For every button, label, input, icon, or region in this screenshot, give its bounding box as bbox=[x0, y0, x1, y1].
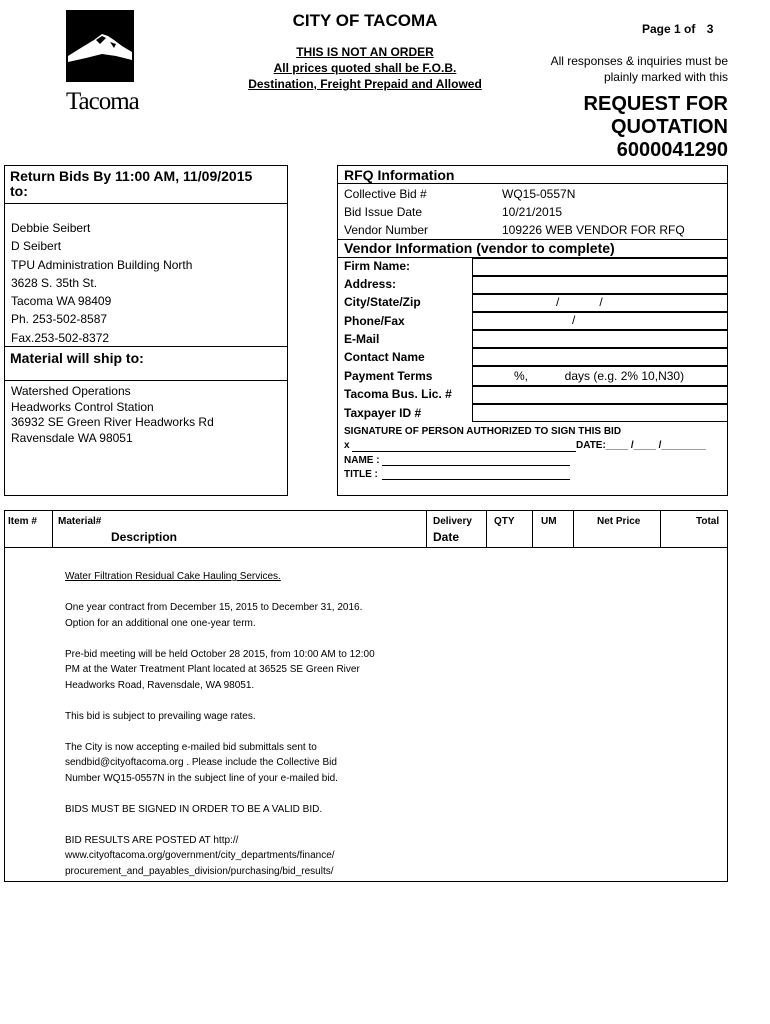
mountain-logo-icon bbox=[66, 10, 134, 82]
return-line: Fax.253-502-8372 bbox=[11, 330, 110, 345]
rfq-info-divider bbox=[337, 183, 728, 184]
description-line: BID RESULTS ARE POSTED AT http:// bbox=[65, 834, 239, 846]
description-line: Option for an additional one one-year term. bbox=[65, 617, 256, 629]
taxpayer-id-label: Taxpayer ID # bbox=[344, 406, 422, 420]
rfq-info-title: RFQ Information bbox=[344, 167, 455, 183]
description-paragraph bbox=[65, 709, 425, 725]
return-address bbox=[11, 219, 192, 347]
vendor-info-title: Vendor Information (vendor to complete) bbox=[344, 240, 615, 256]
fob-line-1: All prices quoted shall be F.O.B. bbox=[273, 61, 457, 75]
page-label: Page 1 of bbox=[642, 22, 696, 36]
city-logo bbox=[66, 10, 139, 115]
description-line: procurement_and_payables_division/purchasing/bid_results/ bbox=[65, 865, 334, 877]
rfq-title-1: REQUEST FOR bbox=[583, 93, 728, 115]
description-title: Water Filtration Residual Cake Hauling Services. bbox=[65, 571, 281, 582]
responses-line-1: All responses & inquiries must be bbox=[550, 54, 728, 68]
rfq-info-values bbox=[502, 185, 685, 240]
phone-fax-label: Phone/Fax bbox=[344, 314, 405, 328]
city-title: CITY OF TACOMA bbox=[292, 11, 438, 30]
ship-to-address bbox=[11, 384, 214, 446]
header-qty: QTY bbox=[494, 516, 515, 527]
description-line: sendbid@cityoftacoma.org . Please include the Collective Bid bbox=[65, 757, 337, 768]
description-paragraph bbox=[65, 833, 425, 880]
signature-title: SIGNATURE OF PERSON AUTHORIZED TO SIGN THIS BID bbox=[344, 426, 622, 437]
responses-line-2: plainly marked with this bbox=[603, 70, 728, 84]
logo-text: Tacoma bbox=[66, 88, 139, 115]
description-line: BIDS MUST BE SIGNED IN ORDER TO BE A VALID BID. bbox=[65, 803, 323, 815]
collective-bid-label: Collective Bid # bbox=[344, 187, 427, 201]
firm-name-label: Firm Name: bbox=[344, 259, 411, 273]
col-divider bbox=[532, 510, 533, 547]
ship-line: 36932 SE Green River Headworks Rd bbox=[11, 415, 214, 429]
col-divider bbox=[660, 510, 661, 547]
header-total: Total bbox=[696, 516, 720, 527]
return-line: TPU Administration Building North bbox=[11, 257, 193, 272]
phone-fax-field[interactable] bbox=[472, 312, 728, 330]
email-field[interactable] bbox=[472, 330, 728, 348]
fob-line-2: Destination, Freight Prepaid and Allowed bbox=[248, 77, 482, 91]
table-header-divider bbox=[4, 547, 728, 548]
page-indicator bbox=[642, 22, 713, 36]
return-line: Ph. 253-502-8587 bbox=[11, 312, 108, 327]
ship-to-title: Material will ship to: bbox=[10, 350, 144, 366]
address-label: Address: bbox=[344, 277, 397, 291]
email-label: E-Mail bbox=[344, 332, 380, 346]
description-paragraph bbox=[65, 740, 425, 787]
ship-line: Watershed Operations bbox=[11, 384, 131, 398]
signature-date[interactable]: DATE:____ /____ /________ bbox=[576, 440, 706, 451]
rfq-info-labels bbox=[344, 185, 428, 240]
bid-issue-date-value: 10/21/2015 bbox=[502, 205, 563, 220]
ship-to-divider bbox=[4, 380, 288, 381]
rfq-title-2: QUOTATION bbox=[610, 116, 728, 138]
city-state-zip-separators: / / bbox=[556, 295, 603, 309]
col-divider bbox=[426, 510, 427, 547]
description-line: The City is now accepting e-mailed bid submittals sent to bbox=[65, 741, 317, 753]
return-bids-title-1: Return Bids By 11:00 AM, 11/09/2015 bbox=[10, 168, 253, 184]
description-paragraph bbox=[65, 647, 425, 694]
collective-bid-value: WQ15-0557N bbox=[502, 187, 576, 201]
description-line: Pre-bid meeting will be held October 28 2015, from 10:00 AM to 12:00 bbox=[65, 648, 375, 660]
col-divider bbox=[573, 510, 574, 547]
firm-name-field[interactable] bbox=[472, 258, 728, 276]
not-order-notice: THIS IS NOT AN ORDER bbox=[296, 45, 434, 59]
return-bids-divider bbox=[4, 203, 288, 204]
ship-to-top-divider bbox=[4, 346, 288, 347]
header-material: Material# bbox=[58, 516, 102, 527]
contact-name-label: Contact Name bbox=[344, 350, 425, 364]
description-line: www.cityoftacoma.org/government/city_departments/finance/ bbox=[65, 850, 335, 861]
title-line[interactable] bbox=[382, 479, 570, 480]
header-date: Date bbox=[433, 530, 460, 544]
payment-terms-hint: %, days (e.g. 2% 10,N30) bbox=[514, 369, 685, 383]
vendor-number-label: Vendor Number bbox=[344, 223, 429, 238]
ship-line: Ravensdale WA 98051 bbox=[11, 430, 133, 445]
name-line[interactable] bbox=[382, 465, 570, 466]
description-line: One year contract from December 15, 2015 to December 31, 2016. bbox=[65, 602, 363, 613]
taxpayer-id-field[interactable] bbox=[472, 404, 728, 422]
header-item: Item # bbox=[8, 516, 37, 527]
description-paragraph bbox=[65, 600, 425, 631]
title-label: TITLE : bbox=[344, 469, 378, 480]
ship-line: Headworks Control Station bbox=[11, 399, 154, 414]
contact-name-field[interactable] bbox=[472, 348, 728, 366]
signature-x: x bbox=[344, 440, 350, 451]
city-state-zip-label: City/State/Zip bbox=[344, 295, 421, 309]
header-net-price: Net Price bbox=[597, 516, 641, 527]
description-body bbox=[65, 569, 425, 879]
vendor-number-value: 109226 WEB VENDOR FOR RFQ bbox=[502, 223, 685, 238]
description-paragraph bbox=[65, 802, 425, 818]
return-bids-title-2: to: bbox=[10, 183, 28, 199]
signature-line[interactable] bbox=[352, 451, 576, 452]
col-divider bbox=[52, 510, 53, 547]
bus-lic-label: Tacoma Bus. Lic. # bbox=[344, 387, 452, 401]
return-line: Tacoma WA 98409 bbox=[11, 294, 112, 309]
name-label: NAME : bbox=[344, 455, 380, 466]
description-line: Headworks Road, Ravensdale, WA 98051. bbox=[65, 679, 255, 691]
header-um: UM bbox=[541, 516, 557, 527]
rfq-number: 6000041290 bbox=[616, 139, 728, 161]
description-line: Number WQ15-0557N in the subject line of your e-mailed bid. bbox=[65, 772, 338, 784]
header-delivery: Delivery bbox=[433, 516, 472, 527]
header-description: Description bbox=[111, 530, 178, 544]
payment-terms-label: Payment Terms bbox=[344, 369, 433, 383]
return-line: D Seibert bbox=[11, 239, 62, 254]
description-line: This bid is subject to prevailing wage rates. bbox=[65, 710, 256, 722]
page-total: 3 bbox=[706, 22, 714, 36]
address-field[interactable] bbox=[472, 276, 728, 294]
bid-issue-date-label: Bid Issue Date bbox=[344, 205, 423, 220]
col-divider bbox=[486, 510, 487, 547]
description-line: PM at the Water Treatment Plant located at 36525 SE Green River bbox=[65, 664, 360, 675]
return-line: 3628 S. 35th St. bbox=[11, 275, 98, 290]
bus-lic-field[interactable] bbox=[472, 386, 728, 404]
return-line: Debbie Seibert bbox=[11, 221, 91, 235]
phone-fax-separator: / bbox=[572, 313, 576, 327]
